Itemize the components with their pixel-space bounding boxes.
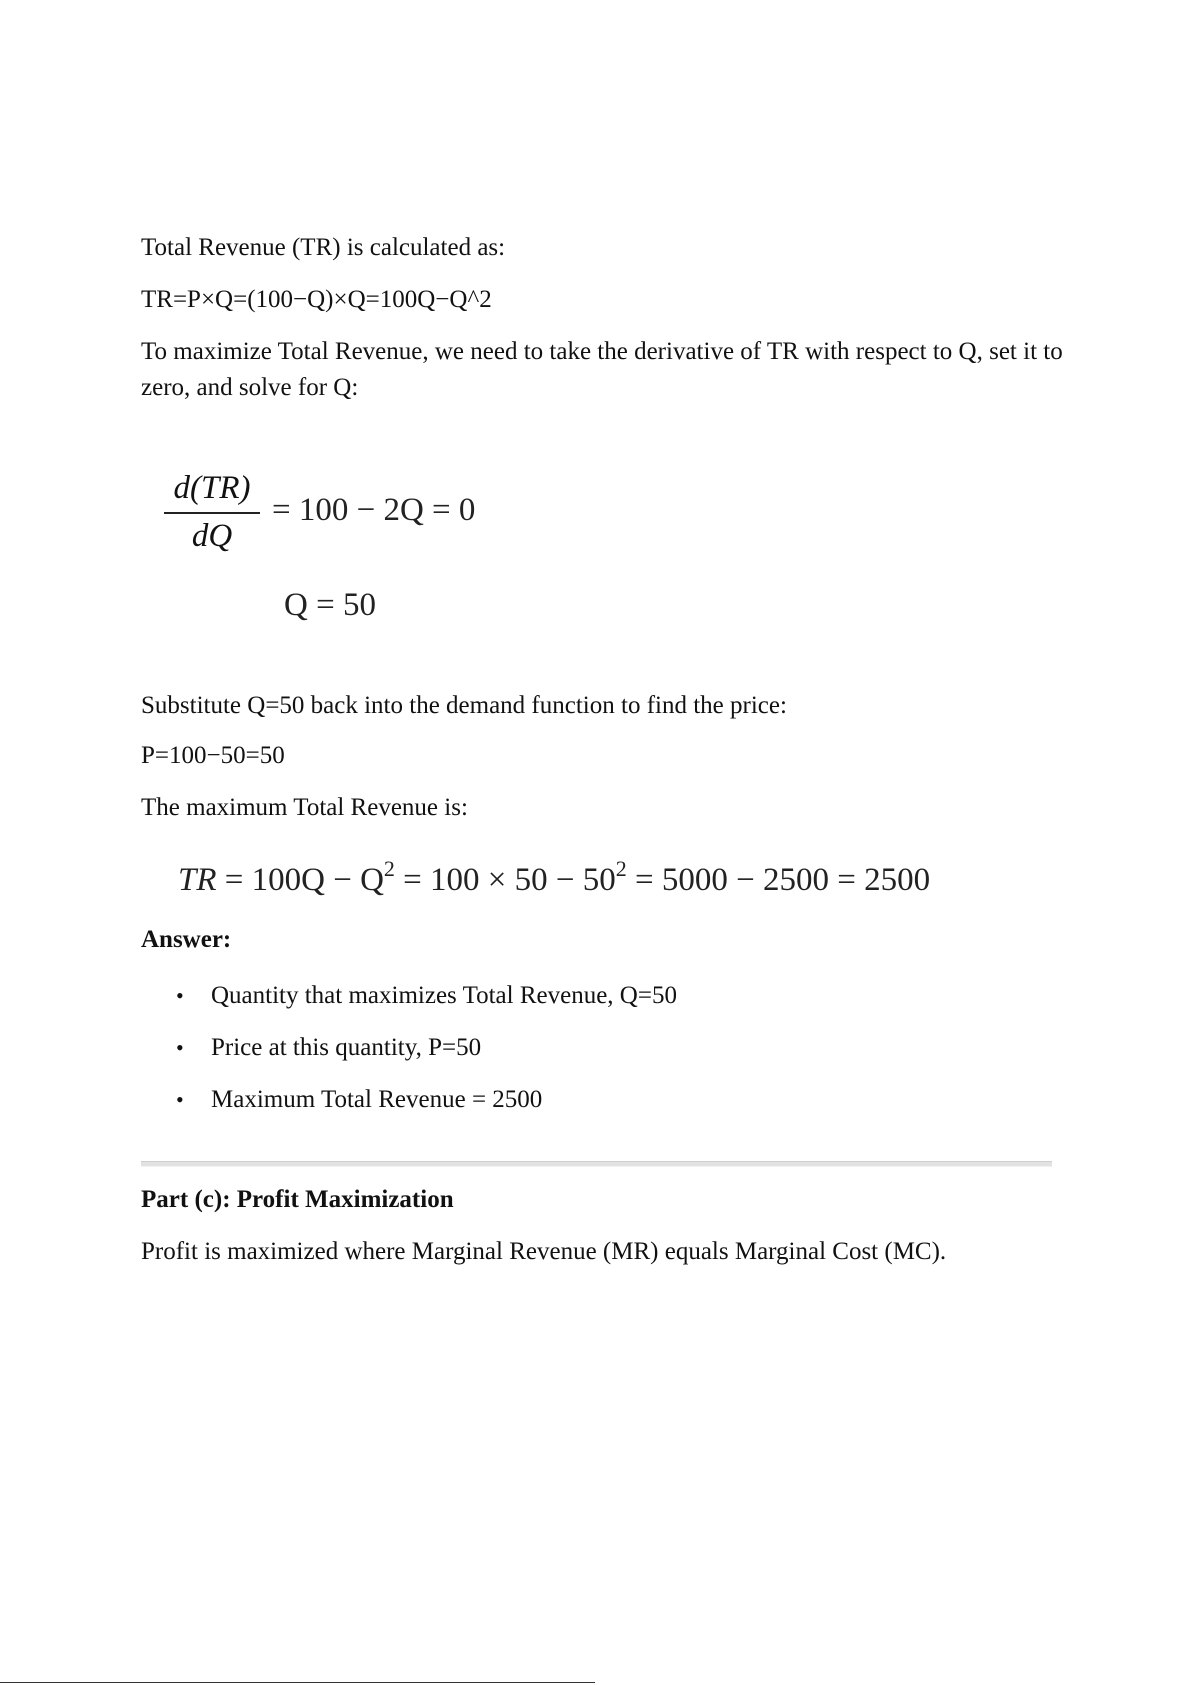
answer-heading: Answer: xyxy=(141,926,232,953)
derivative-denominator: dQ xyxy=(191,518,233,554)
bullet-icon: • xyxy=(176,1087,184,1112)
q-result-equation: Q = 50 xyxy=(284,587,376,623)
list-item xyxy=(141,1022,677,1074)
tr-symbol: TR xyxy=(178,862,217,898)
tr-exponent-1: 2 xyxy=(383,856,395,881)
tr-part-3: = 5000 − 2500 = 2500 xyxy=(635,862,931,898)
part-c-paragraph: Profit is maximized where Marginal Revenue (MR) equals Marginal Cost (MC). xyxy=(141,1238,947,1265)
fraction-bar xyxy=(164,512,260,514)
derivative-rhs: = 100 − 2Q = 0 xyxy=(272,492,476,528)
tr-formula: TR=P×Q=(100−Q)×Q=100Q−Q^2 xyxy=(141,286,492,313)
tr-part-1: = 100Q − Q xyxy=(224,862,384,898)
list-item xyxy=(141,970,677,1022)
answer-list xyxy=(141,970,677,1126)
answer-text: Quantity that maximizes Total Revenue, Q=50 xyxy=(211,982,677,1009)
answer-text: Price at this quantity, P=50 xyxy=(211,1034,482,1061)
derivative-numerator: d(TR) xyxy=(173,470,251,506)
price-formula: P=100−50=50 xyxy=(141,742,285,769)
part-c-heading: Part (c): Profit Maximization xyxy=(141,1186,454,1213)
tr-intro-text: Total Revenue (TR) is calculated as: xyxy=(141,234,506,261)
max-tr-intro-text: The maximum Total Revenue is: xyxy=(141,794,468,821)
max-tr-equation xyxy=(178,856,931,899)
page-bottom-rule xyxy=(0,1682,595,1683)
substitute-paragraph: Substitute Q=50 back into the demand function to find the price: xyxy=(141,692,787,719)
horizontal-divider xyxy=(141,1161,1052,1167)
maximize-paragraph: To maximize Total Revenue, we need to take the derivative of TR with respect to Q, set it to zero, and solve for Q: xyxy=(141,338,1063,401)
derivative-fraction xyxy=(160,468,264,556)
tr-part-2: = 100 × 50 − 50 xyxy=(403,862,616,898)
bullet-icon: • xyxy=(176,983,184,1008)
tr-exponent-2: 2 xyxy=(615,856,627,881)
answer-text: Maximum Total Revenue = 2500 xyxy=(211,1086,543,1113)
bullet-icon: • xyxy=(176,1035,184,1060)
list-item xyxy=(141,1074,677,1126)
